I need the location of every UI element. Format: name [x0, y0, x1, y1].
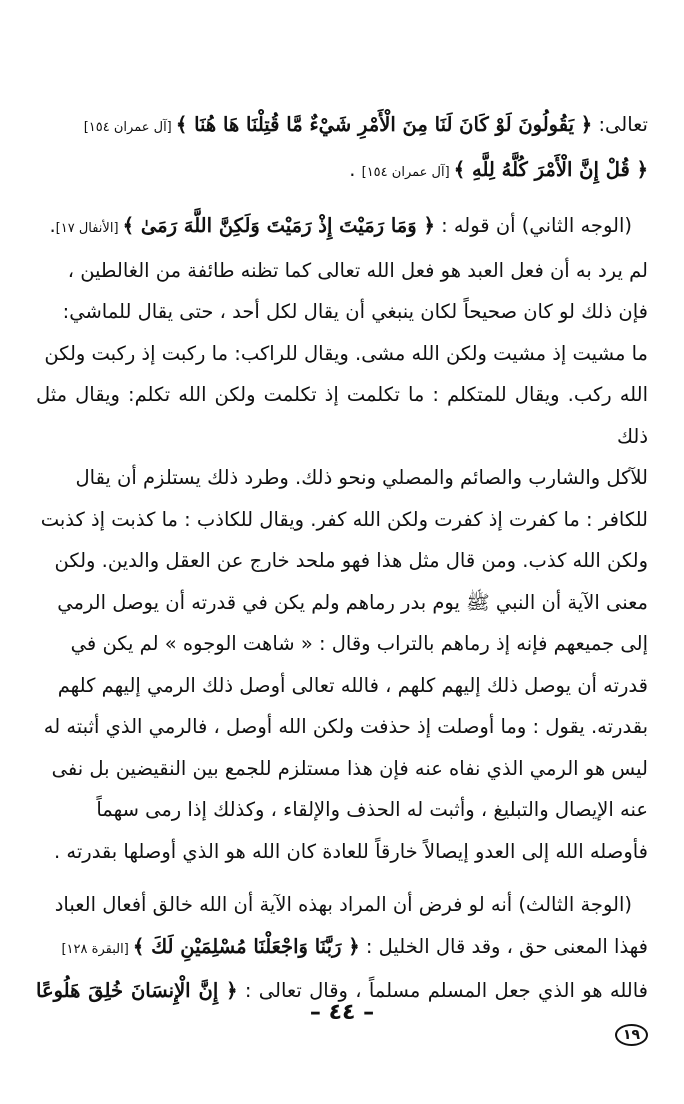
text-line: [36, 333, 648, 375]
surah-reference: [آل عمران ١٥٤]: [83, 120, 176, 135]
text-line: [36, 499, 648, 541]
text-line: [36, 149, 648, 194]
text-line: [36, 926, 648, 971]
text-line: [36, 665, 648, 707]
quran-quote: ﴿ وَمَا رَمَيْتَ إِذْ رَمَيْتَ وَلَكِنَّ اللَّهَ رَمَىٰ ﴾: [122, 214, 435, 237]
line-text: عنه الإيصال والتبليغ ، وأثبت له الحذف والإلقاء ، وكذلك إذا رمى سهماً: [96, 798, 648, 821]
line-text: لم يرد به أن فعل العبد هو فعل الله تعالى كما تظنه طائفة من الغالطين ،: [67, 258, 648, 282]
surah-reference: [الأنفال ١٧]: [55, 221, 123, 236]
line-text: (الوجه الثاني) أن قوله :: [434, 214, 632, 237]
text-line: [36, 104, 648, 149]
line-text: فأوصله الله إلى العدو إيصالاً خارقاً للعادة كان الله هو الذي أوصلها بقدرته .: [54, 839, 648, 863]
text-line: [36, 250, 648, 292]
line-text: فهذا المعنى حق ، وقد قال الخليل :: [359, 934, 648, 958]
line-text: بقدرته. يقول : وما أوصلت إذ حذفت ولكن الله أوصل ، فالرمي الذي أثبته له: [43, 715, 648, 738]
line-text: للكافر : ما كفرت إذ كفرت ولكن الله كفر. ويقال للكاذب : ما كذبت إذ كذبت: [40, 507, 648, 531]
page-body-text: [36, 104, 648, 1053]
quran-quote: ﴿ قُلْ إِنَّ الْأَمْرَ كُلَّهُ لِلَّهِ ﴾: [453, 157, 648, 181]
line-text: (الوجة الثالث) أنه لو فرض أن المراد بهذه الآية أن الله خالق أفعال العباد: [54, 893, 632, 916]
text-line: [36, 374, 648, 457]
line-text: الله ركب. ويقال للمتكلم : ما تكلمت إذ تكلمت ولكن الله تكلم: ويقال مثل ذلك: [36, 383, 648, 448]
text-line: [36, 582, 648, 624]
text-line: [36, 706, 648, 748]
text-line: [36, 748, 648, 790]
paragraph-gap: [36, 193, 648, 205]
surah-reference: [آل عمران ١٥٤]: [361, 164, 454, 180]
line-text: إلى جميعهم فإنه إذ رماهم بالتراب وقال : « شاهت الوجوه » لم يكن في: [70, 632, 648, 655]
line-text: معنى الآية أن النبي ﷺ يوم بدر رماهم ولم يكن في قدرته أن يوصل الرمي: [57, 590, 648, 614]
text-line: [36, 789, 648, 831]
line-text: قدرته أن يوصل ذلك إليهم كلهم ، فالله تعالى أوصل ذلك الرمي إليهم كلهم: [57, 673, 648, 697]
text-line: [36, 205, 648, 250]
text-line: [36, 540, 648, 582]
verse-number-marker: ١٩: [615, 1024, 648, 1046]
line-text-end: .: [349, 157, 362, 181]
quran-quote: ﴿ يَقُولُونَ لَوْ كَانَ لَنَا مِنَ الْأَمْرِ شَيْءٌ مَّا قُتِلْنَا هَا هُنَا ﴾: [175, 113, 593, 136]
text-line: [36, 884, 648, 926]
text-line: [36, 831, 648, 873]
surah-reference: [البقرة ١٢٨]: [61, 941, 133, 957]
page-number: – ٤٤ –: [309, 1000, 375, 1025]
line-text: فإن ذلك لو كان صحيحاً لكان ينبغي أن يقال لكل أحد ، حتى يقال للماشي:: [62, 300, 648, 323]
quran-quote: ﴿ إِنَّ الْإِنسَانَ خُلِقَ هَلُوعًا: [36, 979, 238, 1002]
text-line: [36, 623, 648, 665]
text-line: [36, 457, 648, 499]
line-text: ولكن الله كذب. ومن قال مثل هذا فهو ملحد خارج عن العقل والدين. ولكن: [54, 549, 648, 572]
text-line: [36, 291, 648, 333]
line-text-end: .: [49, 214, 56, 237]
line-text: ما مشيت إذ مشيت ولكن الله مشى. ويقال للراكب: ما ركبت إذ ركبت ولكن: [44, 341, 648, 365]
line-text: تعالى:: [592, 113, 648, 136]
line-text: للآكل والشارب والصائم والمصلي ونحو ذلك. وطرد ذلك يستلزم أن يقال: [75, 466, 648, 489]
line-text: ليس هو الرمي الذي نفاه عنه فإن هذا مستلزم للجمع بين النقيضين بل نفى: [51, 756, 648, 780]
paragraph-gap: [36, 872, 648, 884]
quran-quote: ﴿ رَبَّنَا وَاجْعَلْنَا مُسْلِمَيْنِ لَكَ ﴾: [132, 934, 360, 958]
line-text: فالله هو الذي جعل المسلم مسلماً ، وقال تعالى :: [237, 979, 648, 1002]
